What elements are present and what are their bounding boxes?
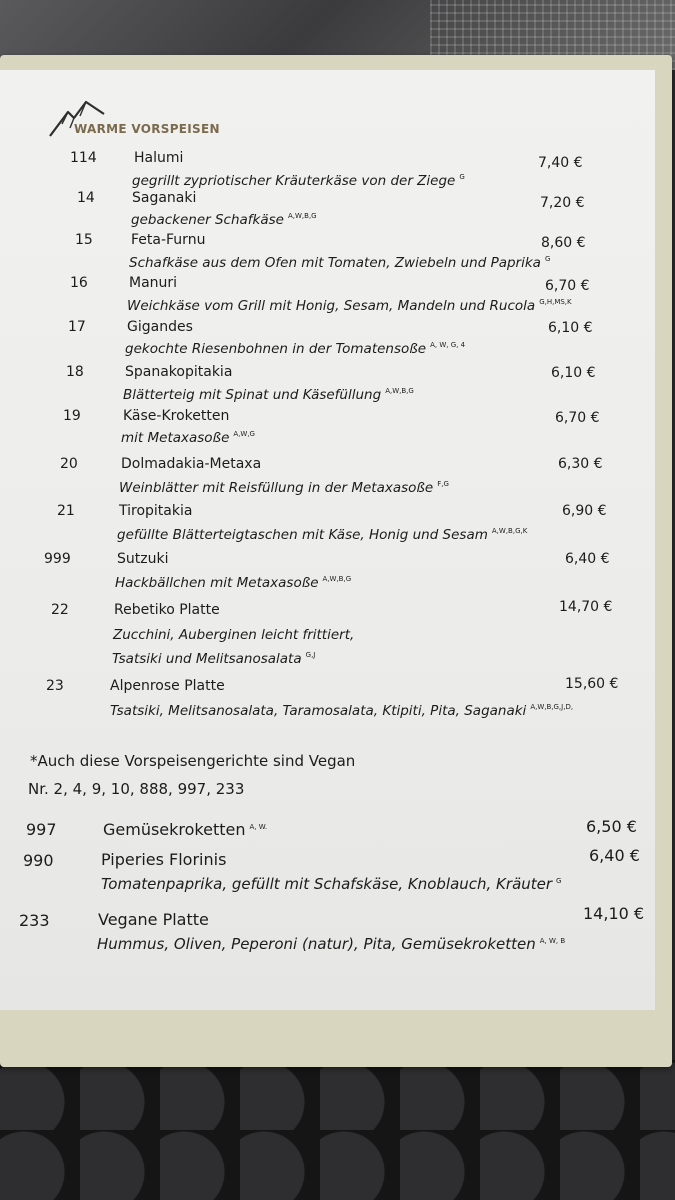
item-number: 990 [23,851,54,870]
item-number: 15 [75,232,93,248]
item-description: Weinblätter mit Reisfüllung in der Metaxasoße $^{F,G}$ [119,480,449,496]
item-number: 18 [66,364,84,380]
vegan-note-line2: Nr. 2, 4, 9, 10, 888, 997, 233 [28,780,245,798]
item-name: Sutzuki [117,551,169,567]
item-description: Tomatenpaprika, gefüllt mit Schafskäse, Knoblauch, Kräuter $^G$ [101,875,562,893]
item-price: 6,70 € [555,410,600,426]
allergen-codes: G [459,173,465,181]
item-name: Manuri [129,275,178,291]
item-name: Tiropitakia [119,503,193,519]
item-name: Feta-Furnu [131,232,206,248]
item-description: Hummus, Oliven, Peperoni (natur), Pita, Gemüsekroketten $^{A, W, B}$ [97,935,566,953]
item-description: gebackener Schafkäse $^{A,W,B,G}$ [131,212,317,228]
item-name: Spanakopitakia [125,364,233,380]
item-number: 997 [26,820,57,839]
allergen-codes: A,W,G [233,430,255,438]
item-price: 6,90 € [562,503,607,519]
item-description: Tsatsiki, Melitsanosalata, Taramosalata, Ktipiti, Pita, Saganaki $^{A,W,B,G,J,D,}$ [110,703,574,719]
item-number: 22 [51,602,69,618]
allergen-codes: A,W,B,G [287,212,317,220]
allergen-codes: A, W, G, 4 [430,341,466,349]
item-price: 6,70 € [545,278,590,294]
item-name: Saganaki [132,190,197,206]
item-price: 6,10 € [548,320,593,336]
item-name: Käse-Kroketten [123,408,230,424]
allergen-codes: A,W,B,G [385,387,414,395]
section-title: WARME VORSPEISEN [74,122,220,136]
item-number: 23 [46,678,64,694]
allergen-codes: F,G [437,480,449,488]
item-description: mit Metaxasoße $^{A,W,G}$ [121,430,255,446]
item-price: 6,40 € [565,551,610,567]
item-price: 6,10 € [551,365,596,381]
item-description-line2: Tsatsiki und Melitsanosalata $^{G,J}$ [112,651,316,667]
item-price: 6,40 € [589,846,640,865]
item-description: Weichkäse vom Grill mit Honig, Sesam, Mandeln und Rucola $^{G,H,MS,K}$ [127,298,572,314]
item-price: 15,60 € [565,676,619,692]
item-price: 14,10 € [583,904,645,923]
item-description: Schafkäse aus dem Ofen mit Tomaten, Zwiebeln und Paprika $^G$ [129,255,551,271]
allergen-codes: A,W,B,G [322,575,352,583]
item-number: 19 [63,408,81,424]
item-description: Hackbällchen mit Metaxasoße $^{A,W,B,G}$ [115,575,352,591]
tablecloth-bottom [0,1060,675,1200]
item-price: 14,70 € [559,599,613,615]
item-description: gegrillt zypriotischer Kräuterkäse von der Ziege $^G$ [132,173,465,189]
item-price: 8,60 € [541,235,586,251]
section-header [48,98,348,138]
item-name: Alpenrose Platte [110,678,225,694]
item-number: 21 [57,503,75,519]
item-description: Zucchini, Auberginen leicht frittiert, [113,627,355,643]
item-number: 14 [77,190,95,206]
item-number: 17 [68,319,86,335]
item-price: 7,40 € [538,155,583,171]
item-description: gefüllte Blätterteigtaschen mit Käse, Honig und Sesam $^{A,W,B,G,K}$ [117,527,528,543]
allergen-codes: A, W, B [539,937,566,945]
allergen-codes: G,J [305,651,316,659]
item-number: 999 [44,551,71,567]
vegan-note-line1: *Auch diese Vorspeisengerichte sind Vegan [30,752,356,770]
item-price: 7,20 € [540,195,585,211]
item-description: gekochte Riesenbohnen in der Tomatensoße $^{A, W, G, 4}$ [125,341,466,357]
item-price: 6,50 € [586,817,637,836]
allergen-codes: G [556,877,562,885]
item-name: Vegane Platte [98,910,209,929]
item-name: Halumi [134,150,184,166]
item-number: 16 [70,275,88,291]
item-name: Piperies Florinis [101,850,227,869]
allergen-codes: A,W,B,G,J,D, [530,703,574,711]
allergen-codes: G [544,255,551,263]
item-name: Dolmadakia-Metaxa [121,456,262,472]
item-name: Gemüsekroketten $^{A, W.}$ [103,820,268,839]
item-name: Gigandes [127,319,193,335]
item-number: 233 [19,911,50,930]
item-number: 114 [70,150,97,166]
item-price: 6,30 € [558,456,603,472]
item-description: Blätterteig mit Spinat und Käsefüllung $^{A,W,B,G}$ [123,387,414,403]
item-name: Rebetiko Platte [114,602,220,618]
allergen-codes: G,H,MS,K [539,298,572,306]
allergen-codes: A, W. [249,823,268,831]
item-number: 20 [60,456,78,472]
allergen-codes: A,W,B,G,K [491,527,528,535]
